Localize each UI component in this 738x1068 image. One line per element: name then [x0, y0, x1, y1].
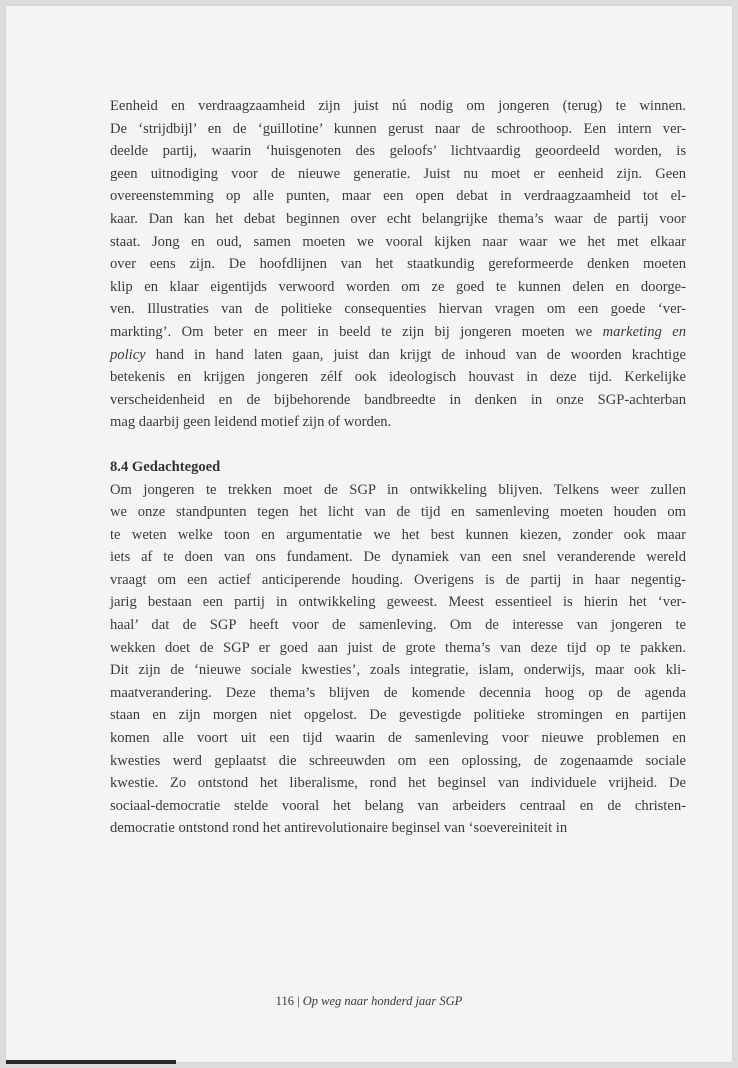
- text-line: kaar. Dan kan het debat beginnen over echt belangrijke thema’s waar de partij voor: [110, 210, 686, 227]
- text-line: te weten welke toon en argumentatie we het best kunnen kiezen, zonder ook maar: [110, 526, 686, 543]
- text-line: De ‘strijdbijl’ en de ‘guillotine’ kunnen gerust naar de schroothoop. Een intern ver-: [110, 120, 686, 137]
- text-line: verscheidenheid en de bijbehorende bandbreedte in denken in onze SGP-achterban: [110, 391, 686, 408]
- text-line: jarig bestaan een partij in ontwikkeling geweest. Meest essentieel is hierin het ‘ver-: [110, 594, 686, 611]
- text-line: Om jongeren te trekken moet de SGP in ontwikkeling blijven. Telkens weer zullen: [110, 481, 686, 498]
- text-segment: hand in hand laten gaan, juist dan krijgt de inhoud van de woorden krachtige: [145, 346, 686, 363]
- text-line: betekenis en krijgen jongeren zélf ook ideologisch houvast in deze tijd. Kerkelijke: [110, 369, 686, 386]
- page-edge-shadow: [6, 1060, 176, 1064]
- text-line: geen uitnodiging voor de nieuwe generatie. Juist nu moet er eenheid zijn. Geen: [110, 165, 686, 182]
- book-title: Op weg naar honderd jaar SGP: [302, 994, 463, 1008]
- page-number: 116: [275, 994, 294, 1008]
- text-line-with-emphasis: [110, 344, 686, 367]
- text-line: mag daarbij geen leidend motief zijn of worden.: [110, 414, 392, 431]
- text-line: staat. Jong en oud, samen moeten we vooral kijken naar waar we het met elkaar: [110, 233, 686, 250]
- text-line: komen alle voort uit een tijd waarin de samenleving voor nieuwe problemen en: [110, 730, 686, 747]
- text-line: kwestie. Zo ontstond het liberalisme, rond het beginsel van individuele vrijheid. De: [110, 775, 686, 792]
- paragraph-gedachtegoed: [110, 479, 686, 841]
- text-line: staan en zijn morgen niet opgelost. De gevestigde politieke stromingen en partijen: [110, 707, 686, 724]
- footer-separator: |: [293, 994, 303, 1008]
- text-segment: markting’. Om beter en meer in beeld te zijn bij jongeren moeten we: [110, 323, 603, 340]
- text-line: haal’ dat de SGP heeft voor de samenleving. Om de interesse van jongeren te: [110, 617, 686, 634]
- text-line: maatverandering. Deze thema’s blijven de komende decennia hoog op de agenda: [110, 684, 686, 701]
- text-line: overeenstemming op alle punten, maar een open debat in verdraagzaamheid tot el-: [110, 188, 686, 205]
- text-line: wekken doet de SGP er goed aan juist de grote thema’s van deze tijd op te pakken.: [110, 639, 686, 656]
- text-line: vraagt om een actief anticiperende houding. Overigens is de partij in haar negentig-: [110, 571, 686, 588]
- emphasis-policy: policy: [110, 346, 146, 363]
- section-heading: 8.4 Gedachtegoed: [110, 458, 221, 475]
- text-line: ven. Illustraties van de politieke consequenties hiervan vragen om een goede ‘ver-: [110, 301, 686, 318]
- text-line: deelde partij, waarin ‘huisgenoten des geloofs’ lichtvaardig geoordeeld worden, is: [110, 143, 686, 160]
- text-line: Eenheid en verdraagzaamheid zijn juist nú nodig om jongeren (terug) te winnen.: [110, 98, 686, 114]
- emphasis-marketing: marketing en: [602, 323, 686, 340]
- text-line: sociaal-democratie stelde vooral het belang van arbeiders centraal en de christen-: [110, 797, 686, 814]
- text-line-with-emphasis: [110, 321, 686, 344]
- page-footer: [0, 994, 738, 1009]
- text-line: over eens zijn. De hoofdlijnen van het staatkundig gereformeerde denken moeten: [110, 256, 686, 273]
- text-line: kwesties werd geplaatst die schreeuwden om een oplossing, de zogenaamde sociale: [110, 752, 686, 769]
- text-line: we onze standpunten tegen het licht van de tijd en samenleving moeten houden om: [110, 504, 686, 521]
- text-line: klip en klaar eigentijds verwoord worden om ze goed te kunnen delen en doorge-: [110, 278, 686, 295]
- paragraph-eenheid: [110, 95, 686, 434]
- text-line: democratie ontstond rond het antirevolutionaire beginsel van ‘soevereiniteit in: [110, 820, 568, 837]
- text-line: iets af te doen van ons fundament. De dynamiek van een snel veranderende wereld: [110, 549, 686, 566]
- text-line: Dit zijn de ‘nieuwe sociale kwesties’, zoals integratie, islam, onderwijs, maar ook kli-: [110, 662, 686, 679]
- body-text: [110, 95, 686, 840]
